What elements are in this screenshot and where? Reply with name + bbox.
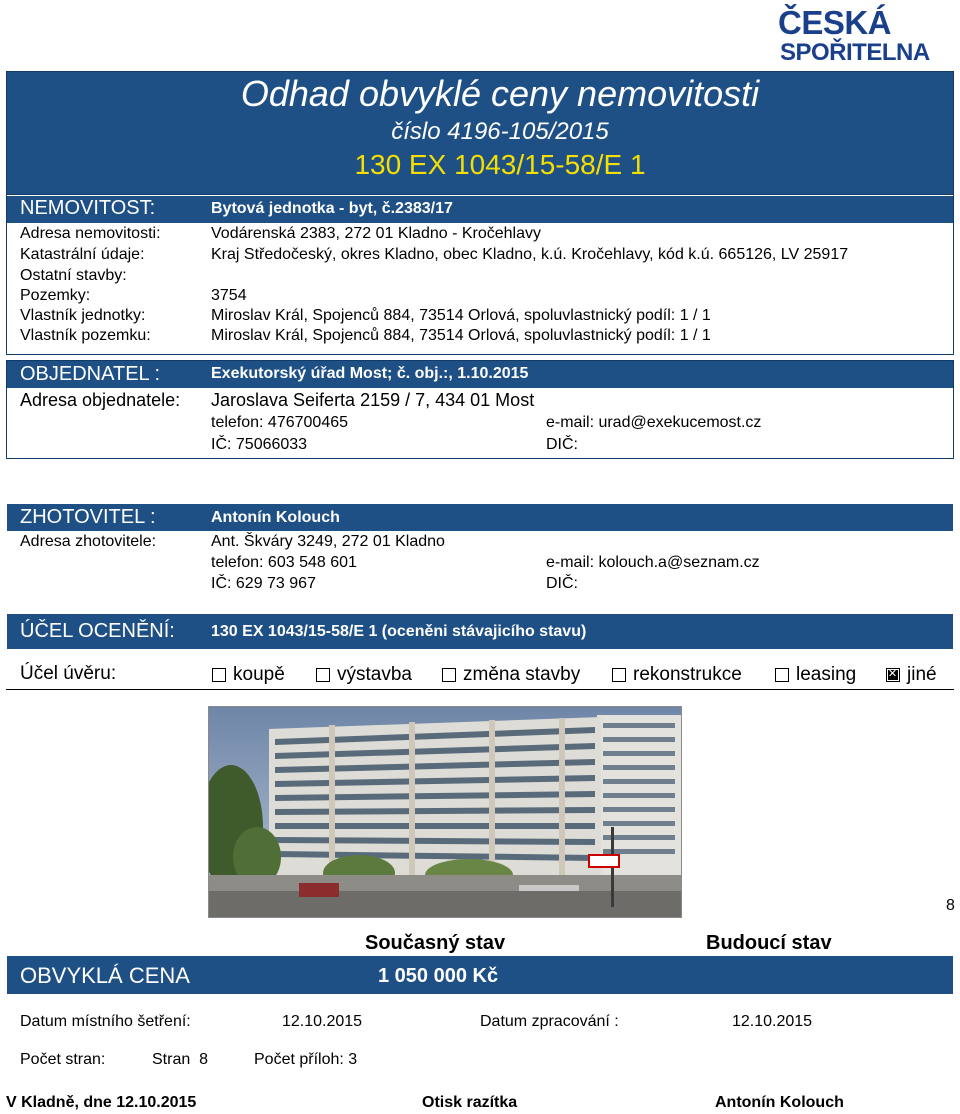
orderer-heading: OBJEDNATEL : — [20, 363, 161, 385]
processed-date-label: Datum zpracování : — [480, 1013, 619, 1030]
pages-label: Počet stran: — [20, 1051, 106, 1068]
checkbox-koupe[interactable] — [212, 668, 226, 682]
case-number: 130 EX 1043/15-58/E 1 — [354, 149, 646, 180]
option-label-leasing: leasing — [796, 664, 857, 685]
option-label-jine: jiné — [907, 664, 937, 685]
orderer-email: e-mail: urad@exekucemost.cz — [546, 414, 762, 431]
processed-date: 12.10.2015 — [732, 1013, 813, 1030]
orderer-name: Exekutorský úřad Most; č. obj.:, 1.10.2015 — [211, 365, 529, 382]
contractor-heading: ZHOTOVITEL : — [20, 506, 156, 528]
contractor-ic: IČ: 629 73 967 — [211, 575, 316, 592]
land-value: 3754 — [211, 287, 247, 304]
signature-name: Antonín Kolouch — [715, 1094, 844, 1111]
orderer-address: Jaroslava Seiferta 2159 / 7, 434 01 Most — [211, 390, 535, 410]
logo-line-1: ČESKÁ — [778, 4, 892, 41]
apartment-building-illustration — [209, 707, 681, 917]
contractor-phone: telefon: 603 548 601 — [211, 554, 357, 571]
checkbox-zmena-stavby[interactable] — [442, 668, 456, 682]
purpose-heading: ÚČEL OCENĚNÍ: — [20, 620, 175, 642]
other-buildings-label: Ostatní stavby: — [20, 267, 127, 284]
stamp-label: Otisk razítka — [422, 1094, 518, 1111]
logo-line-2: SPOŘITELNA — [780, 39, 930, 66]
page-number: 8 — [946, 897, 955, 914]
land-label: Pozemky: — [20, 287, 91, 304]
attachments-count: Počet příloh: 3 — [254, 1051, 358, 1068]
document-number: číslo 4196-105/2015 — [391, 118, 609, 145]
orderer-address-label: Adresa objednatele: — [20, 390, 181, 410]
property-type: Bytová jednotka - byt, č.2383/17 — [211, 200, 453, 217]
contractor-name: Antonín Kolouch — [211, 509, 340, 526]
contractor-dic: DIČ: — [546, 575, 578, 592]
cadastral-value: Kraj Středočeský, okres Kladno, obec Kladno, k.ú. Kročehlavy, kód k.ú. 665126, LV 25917 — [211, 246, 849, 263]
place-and-date: V Kladně, dne 12.10.2015 — [6, 1094, 197, 1111]
document-title: Odhad obvyklé ceny nemovitosti — [240, 73, 760, 114]
unit-owner-value: Miroslav Král, Spojenců 884, 73514 Orlová, spoluvlastnický podíl: 1 / 1 — [211, 307, 711, 324]
future-state-heading: Budoucí stav — [706, 932, 832, 954]
price-label: OBVYKLÁ CENA — [20, 963, 190, 988]
option-label-koupe: koupě — [233, 664, 285, 685]
purpose-value: 130 EX 1043/15-58/E 1 (oceněni stávajicího stavu) — [211, 623, 587, 640]
loan-purpose-label: Účel úvěru: — [20, 663, 117, 684]
checkbox-leasing[interactable] — [775, 668, 789, 682]
cadastral-label: Katastrální údaje: — [20, 246, 145, 263]
land-owner-label: Vlastník pozemku: — [20, 327, 151, 344]
unit-owner-label: Vlastník jednotky: — [20, 307, 146, 324]
address-label: Adresa nemovitosti: — [20, 225, 161, 242]
contractor-address-label: Adresa zhotovitele: — [20, 533, 157, 550]
orderer-ic: IČ: 75066033 — [211, 436, 308, 453]
address-value: Vodárenská 2383, 272 01 Kladno - Kročehlavy — [211, 225, 542, 242]
current-price: 1 050 000 Kč — [378, 965, 499, 987]
ceska-sporitelna-logo — [778, 4, 930, 66]
contractor-address: Ant. Škváry 3249, 272 01 Kladno — [211, 533, 445, 550]
option-label-vystavba: výstavba — [337, 664, 412, 685]
land-owner-value: Miroslav Král, Spojenců 884, 73514 Orlová, spoluvlastnický podíl: 1 / 1 — [211, 327, 711, 344]
property-heading: NEMOVITOST: — [20, 197, 156, 219]
checkbox-rekonstrukce[interactable] — [612, 668, 626, 682]
survey-date-label: Datum místního šetření: — [20, 1013, 191, 1030]
contractor-email: e-mail: kolouch.a@seznam.cz — [546, 554, 760, 571]
property-photo — [208, 706, 682, 918]
orderer-phone: telefon: 476700465 — [211, 414, 349, 431]
orderer-dic: DIČ: — [546, 436, 578, 453]
option-label-zmena-stavby: změna stavby — [463, 664, 581, 685]
pages-count: Stran 8 — [152, 1051, 209, 1068]
survey-date: 12.10.2015 — [282, 1013, 363, 1030]
checkbox-vystavba[interactable] — [316, 668, 330, 682]
checkbox-jine[interactable] — [886, 668, 900, 682]
option-label-rekonstrukce: rekonstrukce — [633, 664, 742, 685]
current-state-heading: Současný stav — [365, 932, 506, 954]
